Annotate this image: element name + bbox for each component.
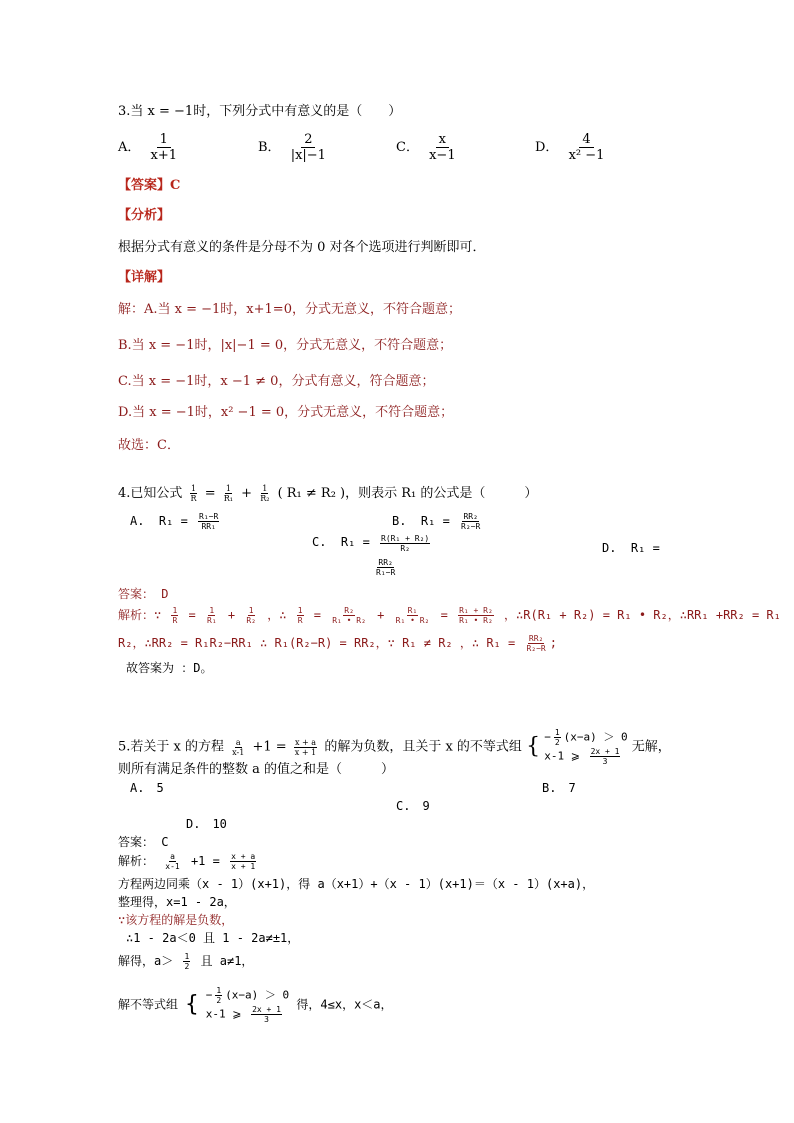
q5-step-5: 解得，a＞ $\frac{1}{2}$ 且 a≠1， xyxy=(118,952,254,971)
q3-option-b xyxy=(258,132,332,163)
q4-conclusion: 故答案为 ：D。 xyxy=(126,661,213,675)
q4-option-a: A. R₁ = $\frac{\text{R₁−R}}{\text{RR₁}}$ xyxy=(130,512,219,531)
fraction: $\frac{1}{x+1}$ xyxy=(150,132,178,163)
q5-analysis: 解析： $\frac{a}{x-1}$ +1 = $\frac{x + a}{x + 1}$ xyxy=(118,852,256,871)
q3-answer: 【答案】C xyxy=(118,178,181,193)
option-label: C． xyxy=(396,140,419,155)
q3-detail-a: 解：A.当 x = −1时，x+1=0，分式无意义，不符合题意； xyxy=(118,302,461,317)
q5-step-2: 整理得，x=1 - 2a， xyxy=(118,895,236,909)
q5-step-3: ∵该方程的解是负数， xyxy=(118,913,234,927)
q3-stem: 3.当 x = −1时，下列分式中有意义的是（ ） xyxy=(118,104,402,119)
q4-analysis-1: 解析：∵ $\frac{1}{R}$ = $\frac{1}{\text{R₁}}$ + $\frac{1}{\text{R₂}}$ ，∴ $\frac{1}{R}$ = $\frac{\text{R₂}}{\text{R₁ • R₂}}$ + $\frac{\text{R₁}}{\text{R₁ • R₂}}$ = $\frac{\text{R₁ + R₂}}{\text{R₁ • R₂}}$ ，∴R(R₁ + R₂) = R₁ • R₂，∴RR₁ +RR₂ = R₁ xyxy=(118,606,781,625)
q5-stem: 5.若关于 x 的方程 $\frac{a}{x-1}$ +1 = $\frac{x + a}{x + 1}$ 的解为负数，且关于 x 的不等式组 { − $\frac{1}{2}$ (x−a) ＞ 0 x-1 ⩾ $\frac{2x + 1}{3}$ 无解， xyxy=(118,728,671,766)
q4-option-c: C. R₁ = $\frac{\text{R(R₁ + R₂)}}{\text{R₂}}$ xyxy=(312,534,430,553)
q5-stem-2: 则所有满足条件的整数 a 的值之和是（ ） xyxy=(118,762,395,777)
q5-option-d: D. 10 xyxy=(186,817,227,831)
q4-answer: 答案： D xyxy=(118,587,169,601)
fraction: $\frac{4}{\text{x² −1}}$ xyxy=(568,132,605,163)
q3-option-a xyxy=(118,132,183,163)
q5-option-c: C. 9 xyxy=(396,799,430,813)
q4-option-c-extra: $\frac{\text{RR₂}}{\text{R₁−R}}$ xyxy=(376,558,396,577)
q4-option-d: D. R₁ = xyxy=(602,541,660,555)
q3-conclusion: 故选：C． xyxy=(118,438,180,453)
inequality-system: − $\frac{1}{2}$ (x−a) ＞ 0 x-1 ⩾ $\frac{2x + 1}{3}$ xyxy=(205,986,290,1024)
fraction: $\frac{x}{x-1}$ xyxy=(429,132,456,163)
q3-option-d xyxy=(535,132,610,163)
q3-detail-d: D.当 x = −1时，x² −1 = 0，分式无意义，不符合题意； xyxy=(118,405,454,420)
q5-option-b: B. 7 xyxy=(542,781,576,795)
q5-step-6: 解不等式组 { − $\frac{1}{2}$ (x−a) ＞ 0 x-1 ⩾ $\frac{2x + 1}{3}$ 得，4≤x，x＜a， xyxy=(118,986,393,1024)
q5-step-1: 方程两边同乘（x - 1）(x+1)，得 a（x+1）+（x - 1）(x+1)＝（x - 1）(x+a)， xyxy=(118,877,595,891)
q5-step-4: ∴1 - 2a＜0 且 1 - 2a≠±1， xyxy=(126,931,300,945)
q3-analysis: 根据分式有意义的条件是分母不为 0 对各个选项进行判断即可． xyxy=(118,240,486,255)
q5-answer: 答案： C xyxy=(118,835,169,849)
fraction: $\frac{2}{|x|-1}$ xyxy=(290,132,326,163)
option-label: A． xyxy=(118,140,141,155)
q5-option-a: A. 5 xyxy=(130,781,164,795)
q3-detail-b: B.当 x = −1时，|x|−1 = 0，分式无意义，不符合题意； xyxy=(118,338,453,353)
q4-option-b: B. R₁ = $\frac{\text{RR₂}}{\text{R₂−R}}$ xyxy=(392,512,481,531)
q3-analysis-tag: 【分析】 xyxy=(118,208,171,223)
q3-detail-tag: 【详解】 xyxy=(118,270,171,285)
q4-stem: 4.已知公式 $\frac{1}{R}$ = $\frac{1}{\text{R₁}}$ + $\frac{1}{\text{R₂}}$ ( R₁ ≠ R₂ )，则表示 R₁ 的公式是（ ） xyxy=(118,484,538,503)
inequality-system: − $\frac{1}{2}$ (x−a) ＞ 0 x-1 ⩾ $\frac{2x + 1}{3}$ xyxy=(544,728,628,766)
option-label: D． xyxy=(535,140,559,155)
q3-detail-c: C.当 x = −1时，x −1 ≠ 0，分式有意义，符合题意； xyxy=(118,374,435,389)
option-label: B． xyxy=(258,140,281,155)
q4-analysis-2: R₂，∴RR₂ = R₁R₂−RR₁ ∴ R₁(R₂−R) = RR₂，∵ R₁ ≠ R₂ ，∴ R₁ = $\frac{\text{RR₂}}{\text{R₂−R}}$ ; xyxy=(118,634,557,653)
q3-option-c xyxy=(396,132,462,163)
